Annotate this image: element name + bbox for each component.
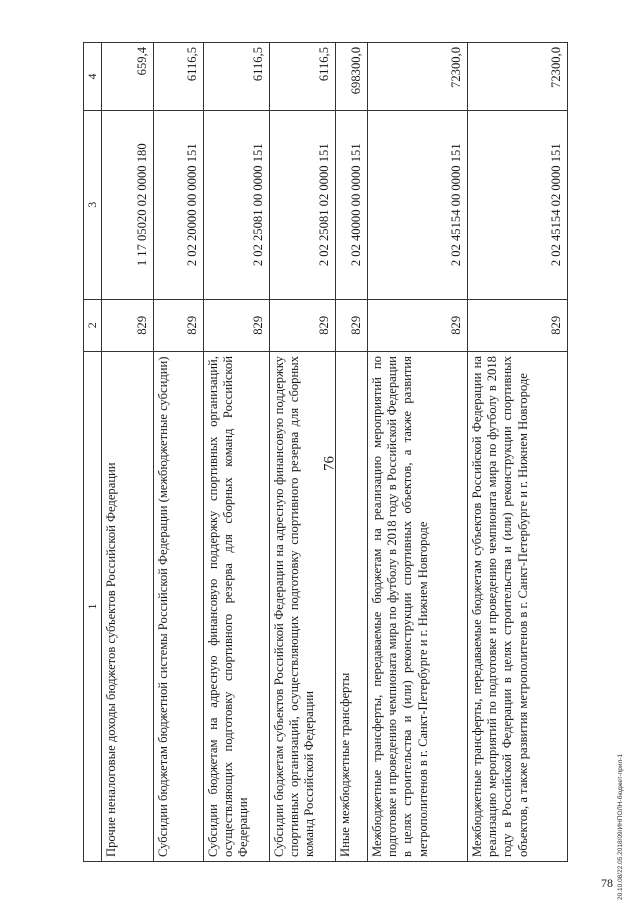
row-budget-code: 2 02 20000 00 0000 151 [153,111,203,300]
row-amount: 698300,0 [335,43,367,111]
table-row [153,43,203,862]
row-budget-code: 2 02 40000 00 0000 151 [335,111,367,300]
header-col-3: 3 [84,111,102,300]
row-amount: 6116,5 [203,43,269,111]
row-name: Субсидии бюджетам на адресную финансовую поддержку спортивных организаций, осуществляющих подготовку спортивного резерва для сборных команд Российской Федерации [203,352,269,862]
row-admin-code: 829 [203,299,269,352]
footer-document-code: 20.10.08/22.05.2018/09/ИНПОЛН-бюджет-прил-1 [617,753,624,900]
table-row [101,43,153,862]
row-budget-code: 2 02 25081 00 0000 151 [203,111,269,300]
header-col-4: 4 [84,43,102,111]
table-row [203,43,269,862]
table-header-row [84,43,102,862]
row-budget-code: 2 02 45154 00 0000 151 [367,111,467,300]
row-admin-code: 829 [335,299,367,352]
header-col-2: 2 [84,299,102,352]
rotated-table-container [83,42,613,862]
table-row [335,43,367,862]
table-row [269,43,335,862]
row-admin-code: 829 [367,299,467,352]
row-amount: 6116,5 [269,43,335,111]
row-budget-code: 1 17 05020 02 0000 180 [101,111,153,300]
row-name: Межбюджетные трансферты, передаваемые бюджетам на реализацию мероприятий по подготовке и проведению чемпионата мира по футболу в 2018 году в Российской Федерации в целях строительства и (или) реконструкции спортивных объектов, а также развития метрополитенов в г. Санкт-Петербурге и г. Нижнем Новгороде [367,352,467,862]
header-col-1: 1 [84,352,102,862]
row-amount: 659,4 [101,43,153,111]
row-admin-code: 829 [153,299,203,352]
row-admin-code: 829 [467,299,567,352]
row-budget-code: 2 02 45154 02 0000 151 [467,111,567,300]
page-number-bottom: 78 [601,876,613,890]
row-name: Субсидии бюджетам бюджетной системы Российской Федерации (межбюджетные субсидии) [153,352,203,862]
table-row [367,43,467,862]
row-admin-code: 829 [101,299,153,352]
row-name: Прочие неналоговые доходы бюджетов субъектов Российской Федерации [101,352,153,862]
page-number-top: 76 [321,456,338,471]
row-amount: 72300,0 [467,43,567,111]
row-name: Иные межбюджетные трансферты [335,352,367,862]
row-budget-code: 2 02 25081 02 0000 151 [269,111,335,300]
row-name: Межбюджетные трансферты, передаваемые бюджетам субъектов Российской Федерации на реализацию мероприятий по подготовке и проведению чемпионата мира по футболу в 2018 году в Российской Федерации в целях строительства и (или) реконструкции спортивных объектов, а также развития метрополитенов в г. Санкт-Петербурге и г. Нижнем Новгороде [467,352,567,862]
row-name: Субсидии бюджетам субъектов Российской Федерации на адресную финансовую поддержку спортивных организаций, осуществляющих подготовку спортивного резерва для сборных команд Российской Федерации [269,352,335,862]
table-row [467,43,567,862]
budget-table [83,42,568,862]
row-amount: 72300,0 [367,43,467,111]
row-amount: 6116,5 [153,43,203,111]
row-admin-code: 829 [269,299,335,352]
